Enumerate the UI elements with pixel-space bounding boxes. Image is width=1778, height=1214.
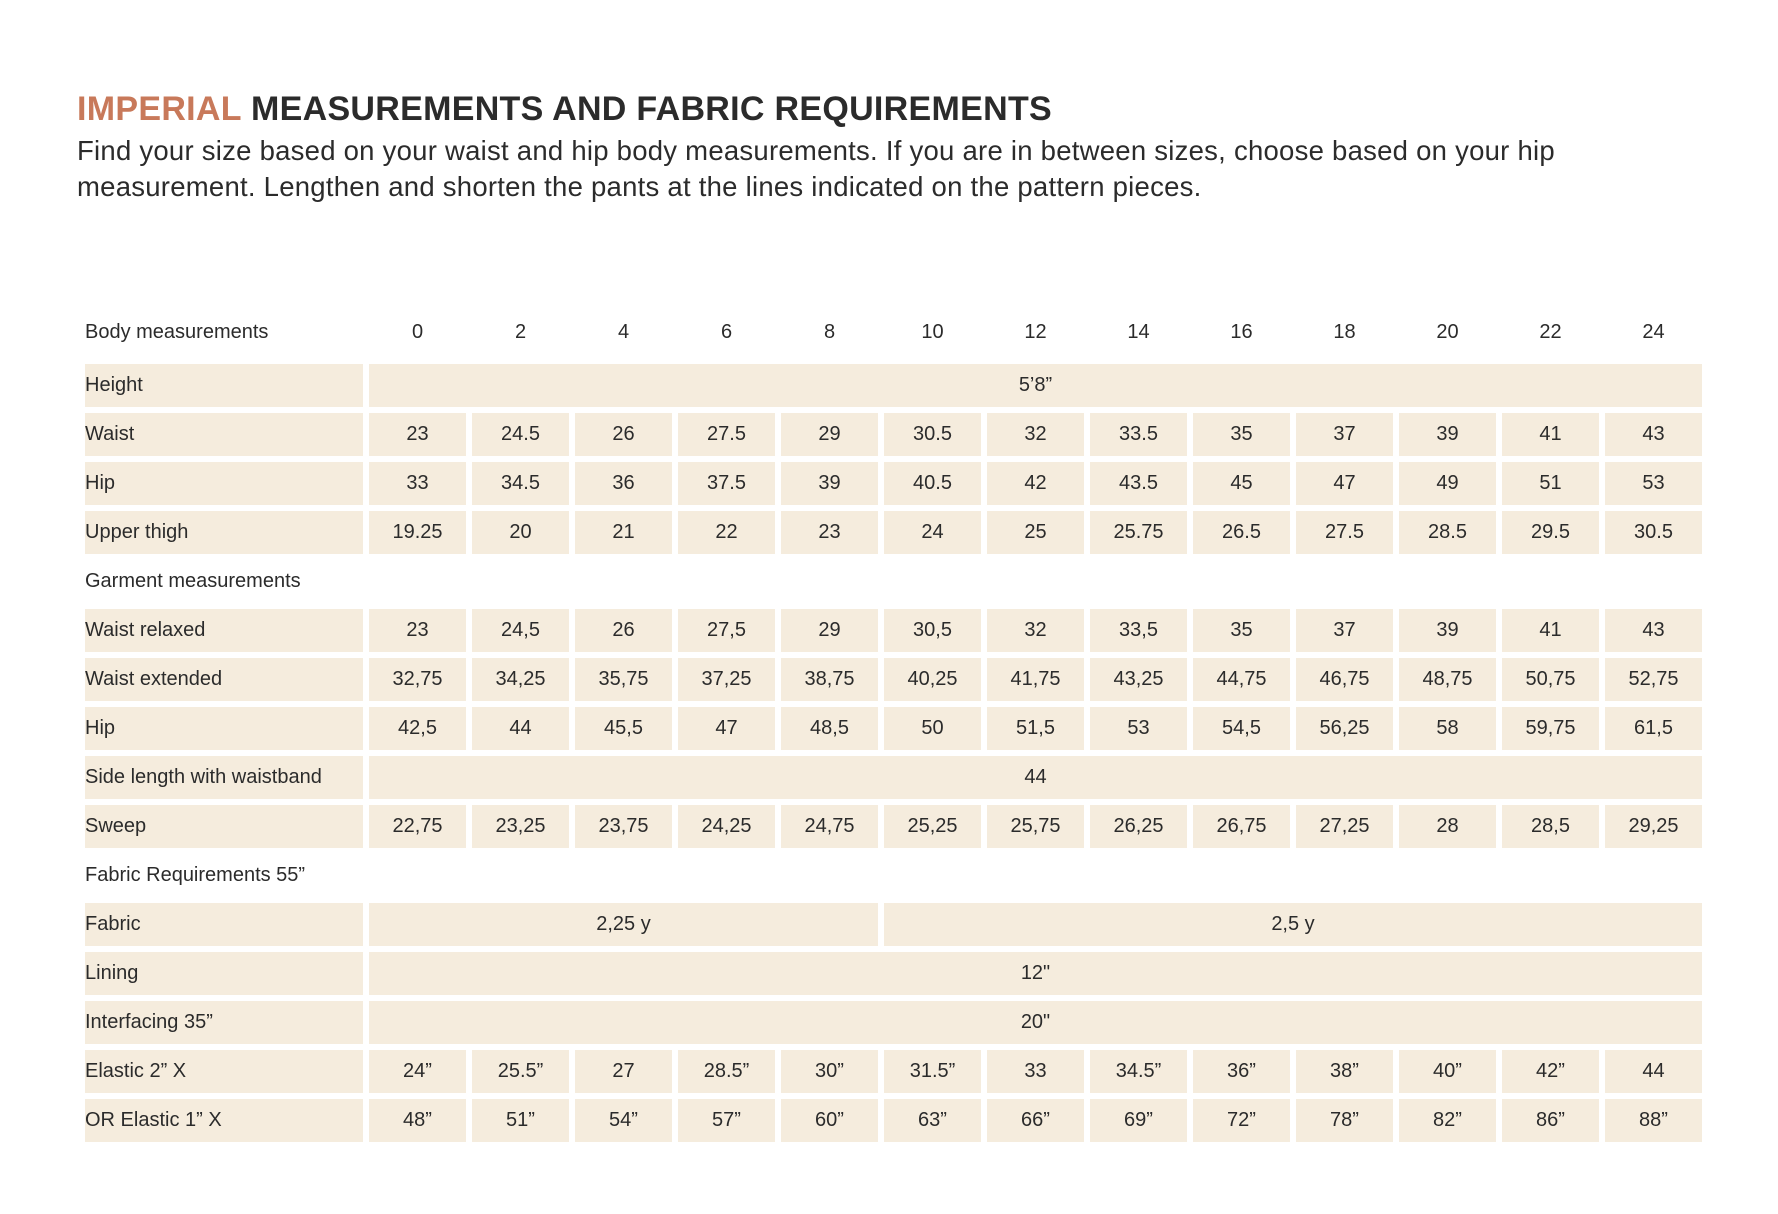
table-cell: 40,25	[884, 658, 981, 701]
table-cell: 35	[1193, 609, 1290, 652]
table-cell: 82”	[1399, 1099, 1496, 1142]
table-cell: 28	[1399, 805, 1496, 848]
table-cell: 24.5	[472, 413, 569, 456]
table-cell: 27,25	[1296, 805, 1393, 848]
table-cell: 25.75	[1090, 511, 1187, 554]
size-header: 10	[921, 320, 944, 343]
table-cell: 42	[987, 462, 1084, 505]
table-cell: 23,25	[472, 805, 569, 848]
table-cell: 2,25 y	[369, 903, 878, 946]
table-cell: 86”	[1502, 1099, 1599, 1142]
table-cell: 28.5	[1399, 511, 1496, 554]
table-cell: 37	[1296, 413, 1393, 456]
table-cell: 42,5	[369, 707, 466, 750]
table-cell: 24”	[369, 1050, 466, 1093]
section-header-row	[85, 854, 1702, 897]
table-cell: 27.5	[678, 413, 775, 456]
table-cell: 44,75	[1193, 658, 1290, 701]
table-cell: 59,75	[1502, 707, 1599, 750]
table-row	[85, 1050, 1702, 1093]
row-label: Waist extended	[85, 658, 363, 701]
table-cell: 26	[575, 609, 672, 652]
size-header: 24	[1642, 320, 1665, 343]
table-cell: 60”	[781, 1099, 878, 1142]
table-cell: 41,75	[987, 658, 1084, 701]
row-label: Waist	[85, 413, 363, 456]
size-header: 12	[1024, 320, 1047, 343]
table-cell: 22	[678, 511, 775, 554]
table-cell: 44	[1605, 1050, 1702, 1093]
table-cell: 24,5	[472, 609, 569, 652]
table-cell: 20"	[369, 1001, 1702, 1044]
table-row	[85, 1099, 1702, 1142]
table-row	[85, 1001, 1702, 1044]
table-cell: 12"	[369, 952, 1702, 995]
table-cell: 39	[1399, 413, 1496, 456]
table-cell: 63”	[884, 1099, 981, 1142]
table-row	[85, 658, 1702, 701]
table-cell: 53	[1605, 462, 1702, 505]
table-cell: 34.5	[472, 462, 569, 505]
row-label: Sweep	[85, 805, 363, 848]
table-cell: 50,75	[1502, 658, 1599, 701]
table-cell: 28,5	[1502, 805, 1599, 848]
table-cell: 24,25	[678, 805, 775, 848]
table-cell: 25,75	[987, 805, 1084, 848]
table-cell: 29	[781, 413, 878, 456]
row-label: Hip	[85, 462, 363, 505]
table-cell: 27.5	[1296, 511, 1393, 554]
table-cell: 25,25	[884, 805, 981, 848]
table-cell: 36”	[1193, 1050, 1290, 1093]
table-row	[85, 364, 1702, 407]
table-cell: 22,75	[369, 805, 466, 848]
page-title	[77, 90, 1052, 129]
table-cell: 24	[884, 511, 981, 554]
table-cell: 27,5	[678, 609, 775, 652]
table-cell: 42”	[1502, 1050, 1599, 1093]
table-cell: 30.5	[1605, 511, 1702, 554]
table-cell: 57”	[678, 1099, 775, 1142]
table-cell: 35,75	[575, 658, 672, 701]
table-cell: 23,75	[575, 805, 672, 848]
table-cell: 34.5”	[1090, 1050, 1187, 1093]
table-cell: 48,5	[781, 707, 878, 750]
table-header-row	[85, 306, 1702, 358]
size-header: 6	[720, 320, 733, 343]
table-cell: 35	[1193, 413, 1290, 456]
table-cell: 29.5	[1502, 511, 1599, 554]
table-cell: 26	[575, 413, 672, 456]
table-cell: 20	[472, 511, 569, 554]
size-header: 0	[411, 320, 424, 343]
row-label: OR Elastic 1” X	[85, 1099, 363, 1142]
table-cell: 33	[369, 462, 466, 505]
size-header: 8	[823, 320, 836, 343]
table-cell: 26,25	[1090, 805, 1187, 848]
table-cell: 41	[1502, 413, 1599, 456]
table-cell: 21	[575, 511, 672, 554]
table-cell: 51,5	[987, 707, 1084, 750]
row-label: Elastic 2” X	[85, 1050, 363, 1093]
table-cell: 46,75	[1296, 658, 1393, 701]
row-label: Fabric	[85, 903, 363, 946]
table-cell: 31.5”	[884, 1050, 981, 1093]
table-cell: 23	[781, 511, 878, 554]
size-header: 14	[1127, 320, 1150, 343]
table-cell: 19.25	[369, 511, 466, 554]
table-row	[85, 511, 1702, 554]
table-cell: 43	[1605, 609, 1702, 652]
table-cell: 78”	[1296, 1099, 1393, 1142]
table-cell: 28.5”	[678, 1050, 775, 1093]
table-cell: 56,25	[1296, 707, 1393, 750]
table-cell: 26.5	[1193, 511, 1290, 554]
size-header: 2	[514, 320, 527, 343]
size-chart-table	[79, 300, 1708, 1148]
section-label: Garment measurements	[85, 570, 301, 592]
table-cell: 29	[781, 609, 878, 652]
table-cell: 44	[369, 756, 1702, 799]
table-cell: 69”	[1090, 1099, 1187, 1142]
row-label: Upper thigh	[85, 511, 363, 554]
table-cell: 30”	[781, 1050, 878, 1093]
size-header: 18	[1333, 320, 1356, 343]
table-row	[85, 707, 1702, 750]
table-cell: 25	[987, 511, 1084, 554]
table-cell: 2,5 y	[884, 903, 1702, 946]
table-row	[85, 413, 1702, 456]
table-cell: 47	[678, 707, 775, 750]
table-cell: 40”	[1399, 1050, 1496, 1093]
table-cell: 32	[987, 413, 1084, 456]
table-cell: 26,75	[1193, 805, 1290, 848]
table-row	[85, 609, 1702, 652]
table-cell: 44	[472, 707, 569, 750]
table-row	[85, 462, 1702, 505]
table-cell: 43,25	[1090, 658, 1187, 701]
table-cell: 66”	[987, 1099, 1084, 1142]
size-header: 4	[617, 320, 630, 343]
table-row	[85, 903, 1702, 946]
table-cell: 37	[1296, 609, 1393, 652]
table-cell: 23	[369, 609, 466, 652]
table-cell: 54”	[575, 1099, 672, 1142]
table-cell: 41	[1502, 609, 1599, 652]
table-cell: 58	[1399, 707, 1496, 750]
table-row	[85, 756, 1702, 799]
table-cell: 49	[1399, 462, 1496, 505]
table-cell: 29,25	[1605, 805, 1702, 848]
intro-text: Find your size based on your waist and hip body measurements. If you are in between sizes, choose based on your hip measurement. Lengthen and shorten the pants at the lines indicated on the pattern pieces.	[77, 135, 1555, 202]
table-cell: 45,5	[575, 707, 672, 750]
table-cell: 40.5	[884, 462, 981, 505]
section-label: Fabric Requirements 55”	[85, 864, 306, 886]
table-row	[85, 805, 1702, 848]
table-cell: 39	[781, 462, 878, 505]
row-label: Height	[85, 364, 363, 407]
table-cell: 32	[987, 609, 1084, 652]
table-cell: 33	[987, 1050, 1084, 1093]
table-cell: 5’8”	[369, 364, 1702, 407]
table-cell: 27	[575, 1050, 672, 1093]
table-cell: 30,5	[884, 609, 981, 652]
row-label: Interfacing 35”	[85, 1001, 363, 1044]
table-cell: 30.5	[884, 413, 981, 456]
table-cell: 52,75	[1605, 658, 1702, 701]
size-header: 20	[1436, 320, 1459, 343]
table-cell: 72”	[1193, 1099, 1290, 1142]
table-cell: 32,75	[369, 658, 466, 701]
title-accent: IMPERIAL	[77, 90, 242, 128]
table-cell: 37.5	[678, 462, 775, 505]
title-rest: MEASUREMENTS AND FABRIC REQUIREMENTS	[250, 90, 1053, 128]
table-cell: 47	[1296, 462, 1393, 505]
table-cell: 38”	[1296, 1050, 1393, 1093]
row-label: Side length with waistband	[85, 756, 363, 799]
table-cell: 45	[1193, 462, 1290, 505]
table-header-label: Body measurements	[85, 320, 269, 343]
table-row	[85, 952, 1702, 995]
table-cell: 34,25	[472, 658, 569, 701]
row-label: Waist relaxed	[85, 609, 363, 652]
table-cell: 33.5	[1090, 413, 1187, 456]
table-cell: 25.5”	[472, 1050, 569, 1093]
table-cell: 37,25	[678, 658, 775, 701]
table-cell: 38,75	[781, 658, 878, 701]
table-cell: 36	[575, 462, 672, 505]
row-label: Hip	[85, 707, 363, 750]
table-body	[85, 364, 1702, 1142]
table-cell: 88”	[1605, 1099, 1702, 1142]
size-header: 22	[1539, 320, 1562, 343]
section-header-row	[85, 560, 1702, 603]
table-cell: 24,75	[781, 805, 878, 848]
table-cell: 43	[1605, 413, 1702, 456]
table-cell: 48”	[369, 1099, 466, 1142]
table-cell: 23	[369, 413, 466, 456]
table-cell: 39	[1399, 609, 1496, 652]
table-cell: 48,75	[1399, 658, 1496, 701]
table-cell: 53	[1090, 707, 1187, 750]
row-label: Lining	[85, 952, 363, 995]
table-cell: 51”	[472, 1099, 569, 1142]
table-cell: 33,5	[1090, 609, 1187, 652]
table-cell: 51	[1502, 462, 1599, 505]
table-cell: 43.5	[1090, 462, 1187, 505]
table-cell: 50	[884, 707, 981, 750]
table-cell: 61,5	[1605, 707, 1702, 750]
table-cell: 54,5	[1193, 707, 1290, 750]
size-header: 16	[1230, 320, 1253, 343]
